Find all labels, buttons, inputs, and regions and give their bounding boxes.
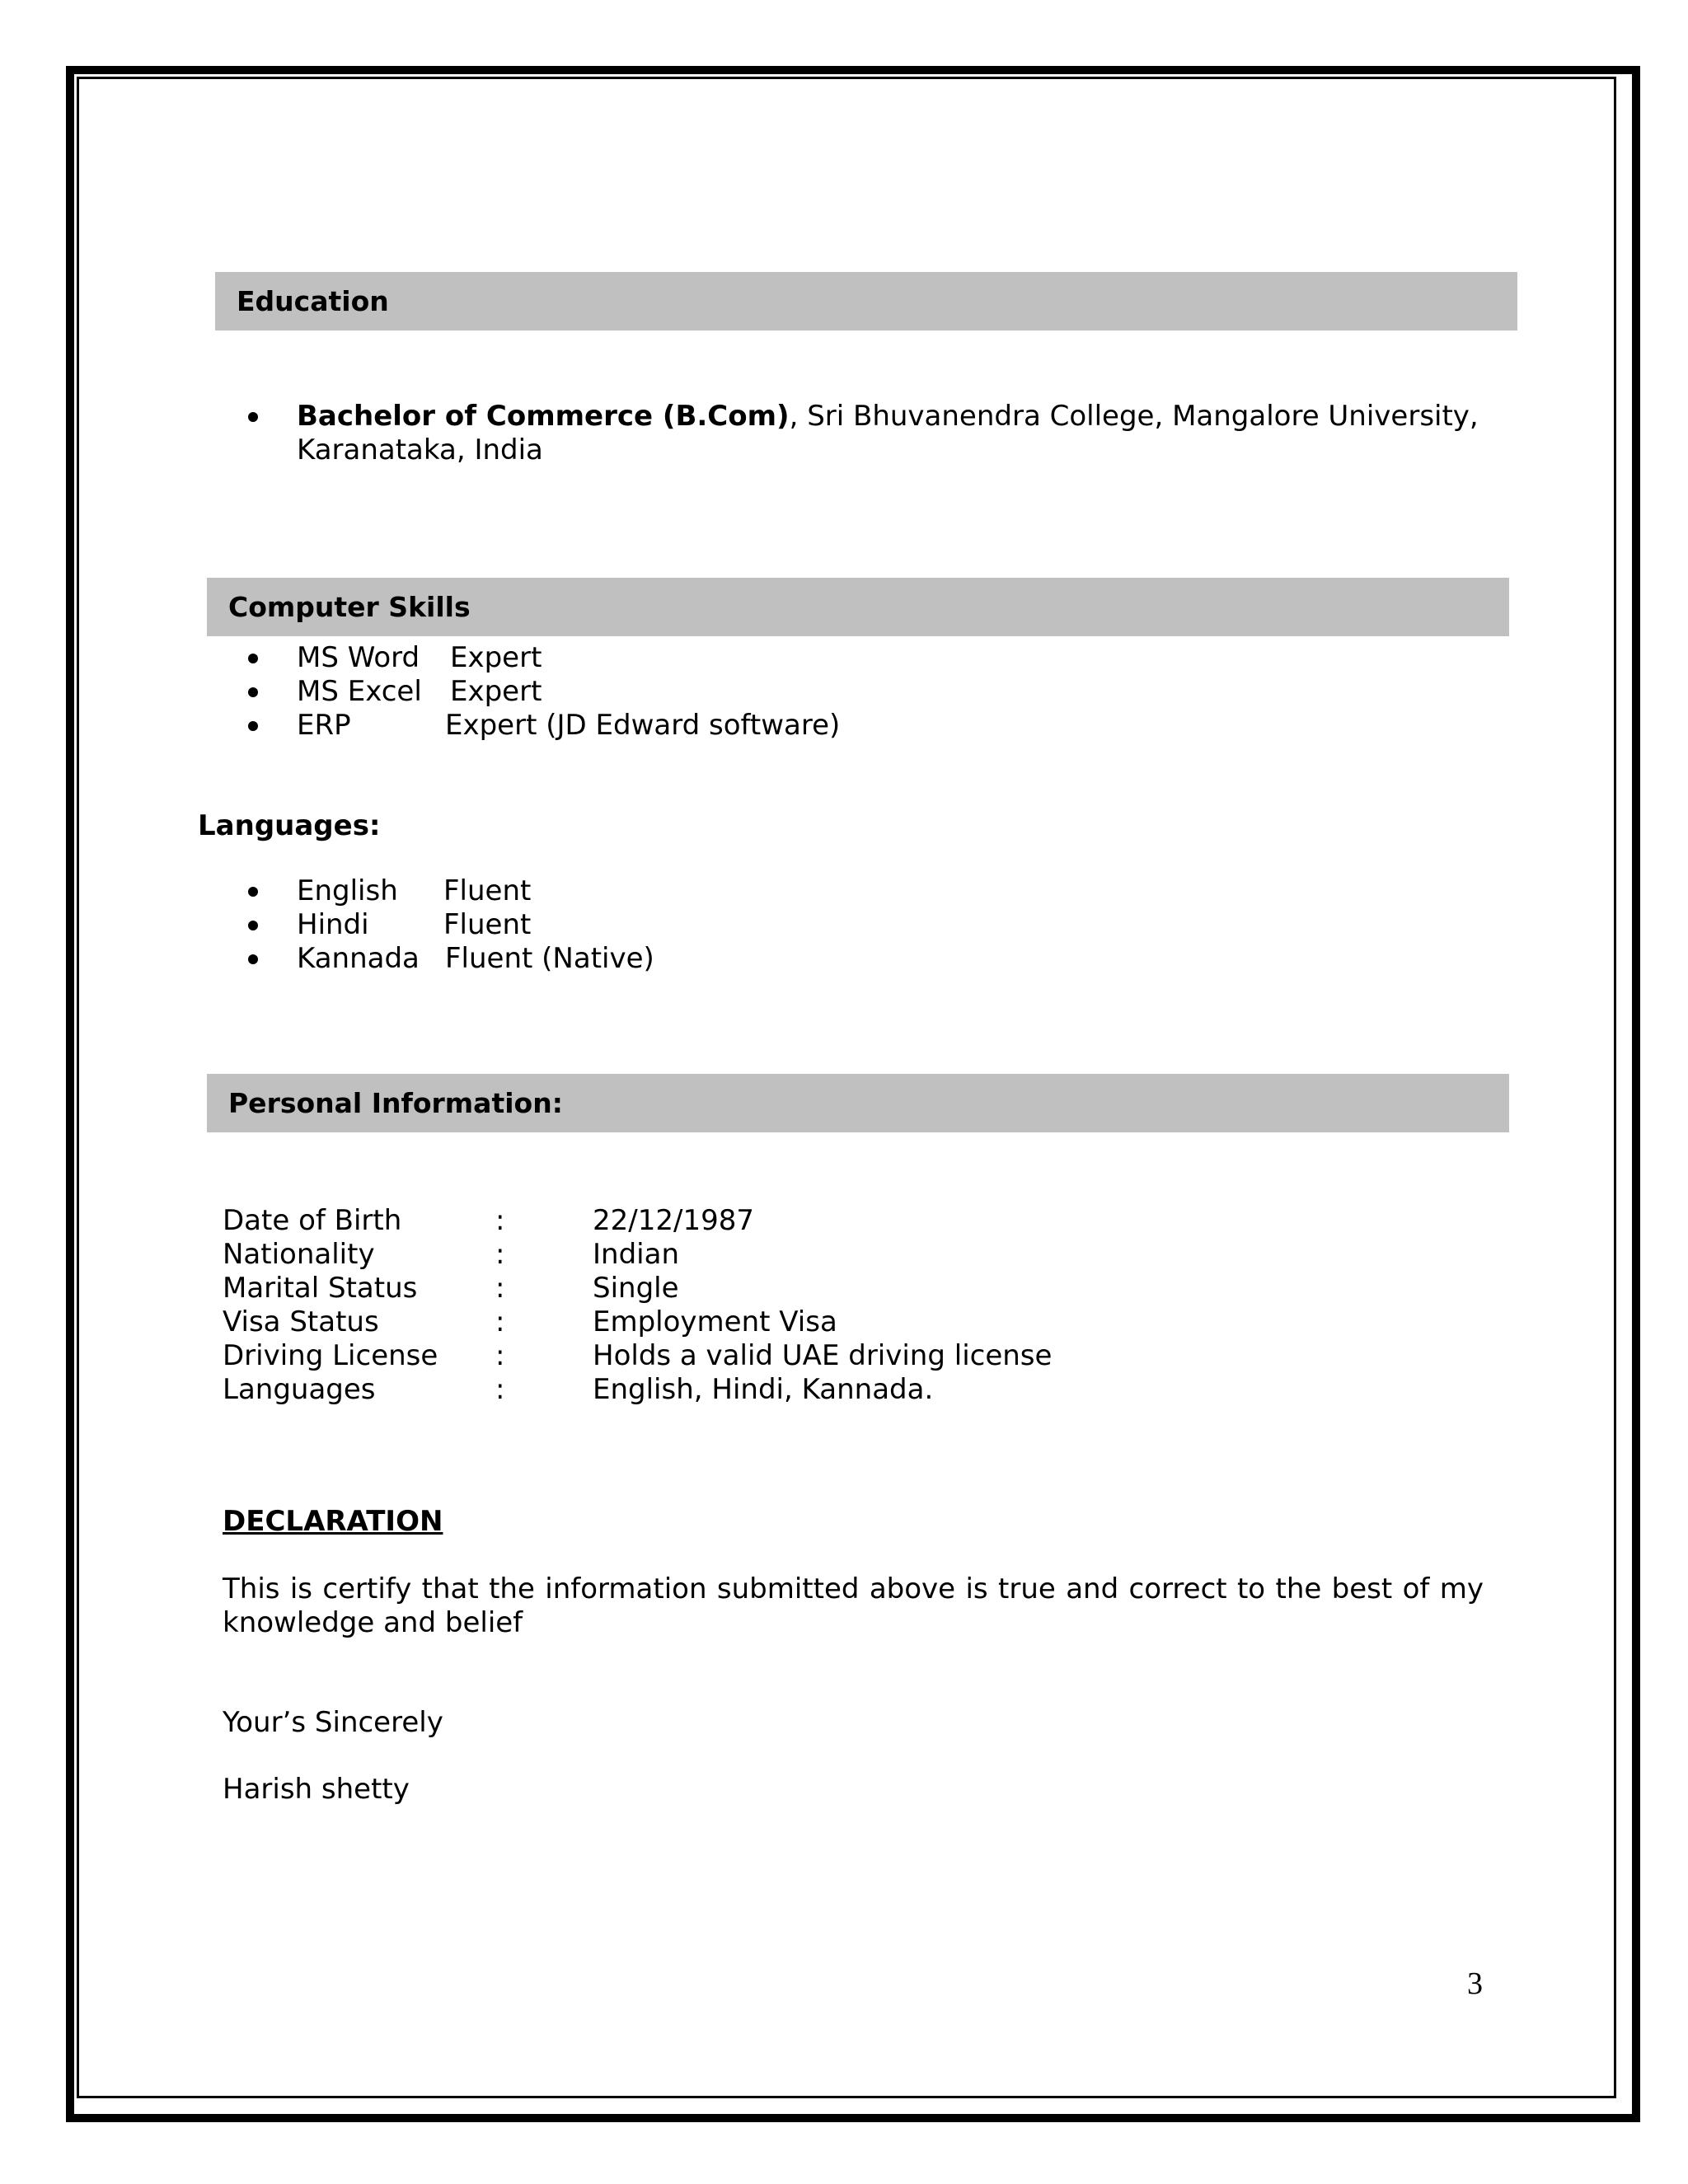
info-label: Date of Birth — [223, 1204, 402, 1237]
bullet-icon — [248, 412, 258, 422]
skill-level: Expert — [450, 641, 542, 674]
info-label: Languages — [223, 1373, 376, 1406]
education-heading-bar — [215, 272, 1517, 330]
page-number: 3 — [1467, 1966, 1483, 2001]
info-label: Marital Status — [223, 1272, 418, 1305]
info-separator: : — [495, 1238, 505, 1271]
info-separator: : — [495, 1373, 505, 1406]
info-label: Nationality — [223, 1238, 375, 1271]
language-level: Fluent — [443, 874, 532, 907]
personal-info-heading: Personal Information: — [228, 1087, 563, 1119]
bullet-icon — [248, 954, 258, 964]
signatory-name: Harish shetty — [223, 1773, 410, 1806]
languages-heading: Languages: — [198, 809, 381, 842]
info-value: Employment Visa — [593, 1305, 837, 1338]
closing-salutation: Your’s Sincerely — [223, 1706, 443, 1739]
skill-name: MS Excel — [297, 675, 422, 708]
skill-name: ERP — [297, 709, 351, 742]
info-separator: : — [495, 1339, 505, 1372]
language-name: Hindi — [297, 908, 369, 941]
info-value: 22/12/1987 — [593, 1204, 754, 1237]
language-name: Kannada — [297, 942, 420, 975]
computer-skills-heading-bar — [207, 578, 1509, 636]
info-separator: : — [495, 1305, 505, 1338]
declaration-heading: DECLARATION — [223, 1505, 443, 1538]
declaration-text: This is certify that the information submitted above is true and correct to the best of my knowledge and belief — [223, 1572, 1484, 1639]
info-label: Driving License — [223, 1339, 438, 1372]
degree-institution: , Sri Bhuvanendra College, Mangalore University, — [789, 400, 1479, 433]
bullet-icon — [248, 887, 258, 897]
info-value: Holds a valid UAE driving license — [593, 1339, 1053, 1372]
info-separator: : — [495, 1204, 505, 1237]
degree-title: Bachelor of Commerce (B.Com) — [297, 400, 790, 433]
info-value: Indian — [593, 1238, 679, 1271]
bullet-icon — [248, 921, 258, 930]
bullet-icon — [248, 687, 258, 697]
bullet-icon — [248, 654, 258, 663]
info-separator: : — [495, 1272, 505, 1305]
info-value: Single — [593, 1272, 679, 1305]
language-level: Fluent (Native) — [445, 942, 654, 975]
personal-info-heading-bar — [207, 1074, 1509, 1132]
info-value: English, Hindi, Kannada. — [593, 1373, 934, 1406]
skill-level: Expert — [450, 675, 542, 708]
education-degree — [297, 400, 1479, 434]
info-label: Visa Status — [223, 1305, 379, 1338]
education-heading: Education — [237, 285, 389, 317]
skill-name: MS Word — [297, 641, 420, 674]
bullet-icon — [248, 721, 258, 731]
skill-level: Expert (JD Edward software) — [445, 709, 841, 742]
language-name: English — [297, 874, 398, 907]
degree-location: Karanataka, India — [297, 434, 543, 466]
language-level: Fluent — [443, 908, 532, 941]
computer-skills-heading: Computer Skills — [228, 591, 471, 623]
